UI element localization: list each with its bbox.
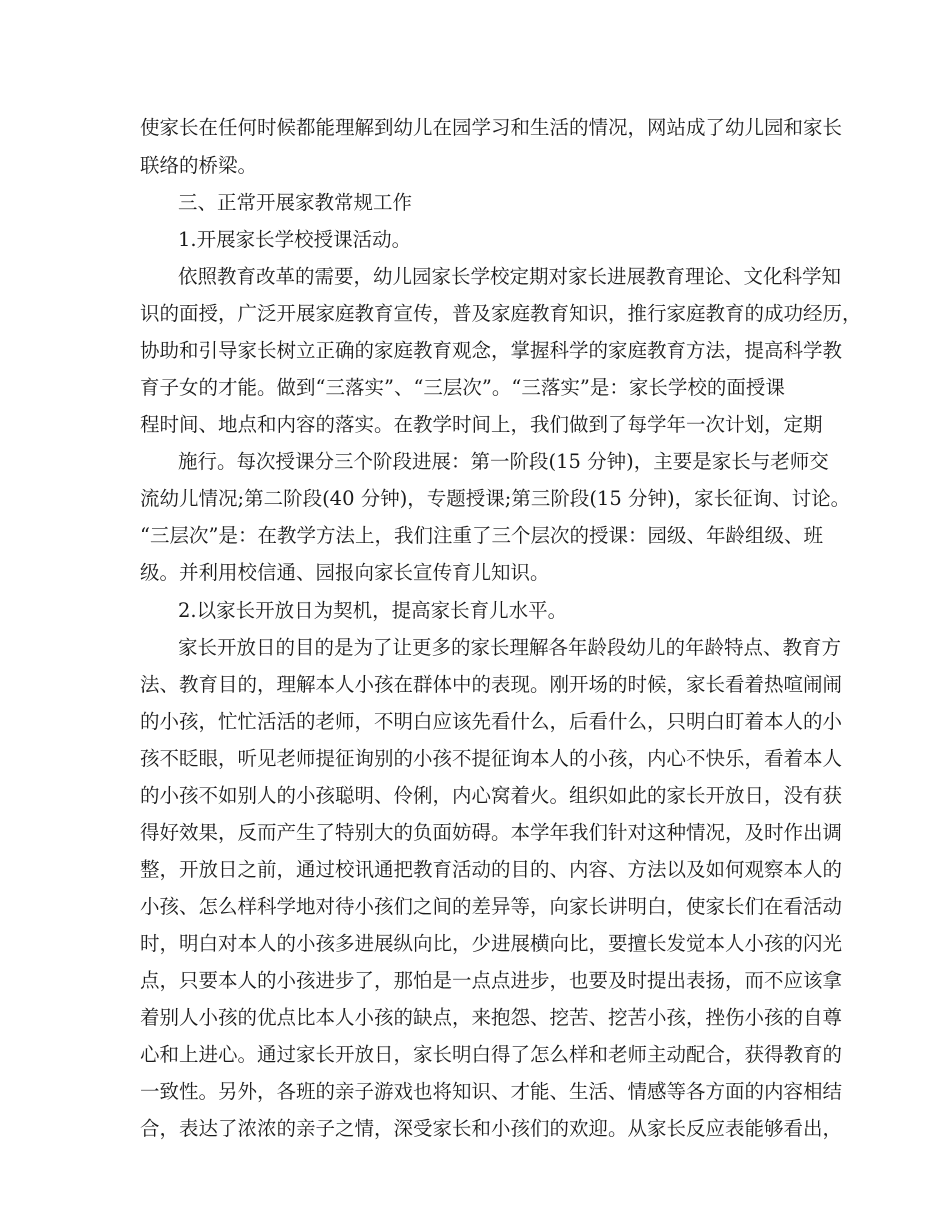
text-line: 点，只要本人的小孩进步了，那怕是一点点进步，也要及时提出表扬，而不应该拿 — [140, 969, 843, 992]
text-line: 孩不眨眼，听见老师提征询别的小孩不提征询本人的小孩，内心不快乐，看着本人 — [140, 747, 843, 770]
text-line: 协助和引导家长树立正确的家庭教育观念，掌握科学的家庭教育方法，提高科学教 — [140, 339, 843, 362]
text-line: 程时间、地点和内容的落实。在教学时间上，我们做到了每学年一次计划，定期 — [140, 413, 823, 436]
text-line: 依照教育改革的需要，幼儿园家长学校定期对家长进展教育理论、文化科学知 — [178, 265, 842, 288]
text-line: 的小孩不如别人的小孩聪明、伶俐，内心窝着火。组织如此的家长开放日，没有获 — [140, 784, 843, 807]
text-line: 施行。每次授课分三个阶段进展：第一阶段(15 分钟)，主要是家长与老师交 — [178, 450, 829, 473]
text-line: 流幼儿情况;第二阶段(40 分钟)，专题授课;第三阶段(15 分钟)，家长征询、讨论。 — [140, 487, 851, 510]
subsection-heading: 2.以家长开放日为契机，提高家长育儿水平。 — [178, 599, 568, 622]
subsection-heading: 1.开展家长学校授课活动。 — [178, 228, 412, 251]
text-line: 心和上进心。通过家长开放日，家长明白得了怎么样和老师主动配合，获得教育的 — [140, 1043, 843, 1066]
text-line: 的小孩，忙忙活活的老师，不明白应该先看什么，后看什么，只明白盯着本人的小 — [140, 710, 843, 733]
text-line: 整，开放日之前，通过校讯通把教育活动的目的、内容、方法以及如何观察本人的 — [140, 858, 843, 881]
text-line: 得好效果，反而产生了特别大的负面妨碍。本学年我们针对这种情况，及时作出调 — [140, 821, 843, 844]
text-line: 一致性。另外，各班的亲子游戏也将知识、才能、生活、情感等各方面的内容相结 — [140, 1080, 843, 1103]
text-line: 育子女的才能。做到“三落实”、“三层次”。“三落实”是：家长学校的面授课 — [140, 376, 785, 399]
text-line: 使家长在任何时候都能理解到幼儿在园学习和生活的情况，网站成了幼儿园和家长 — [140, 116, 843, 139]
section-heading: 三、正常开展家教常规工作 — [178, 191, 413, 214]
text-line: 家长开放日的目的是为了让更多的家长理解各年龄段幼儿的年龄特点、教育方 — [178, 636, 842, 659]
text-line: 级。并利用校信通、园报向家长宣传育儿知识。 — [140, 561, 550, 584]
text-line: 法、教育目的，理解本人小孩在群体中的表现。刚开场的时候，家长看着热喧闹闹 — [140, 673, 843, 696]
text-line: “三层次”是：在教学方法上，我们注重了三个层次的授课：园级、年龄组级、班 — [140, 524, 823, 547]
text-line: 联络的桥梁。 — [140, 154, 258, 177]
text-line: 小孩、怎么样科学地对待小孩们之间的差异等，向家长讲明白，使家长们在看活动 — [140, 895, 843, 918]
text-line: 识的面授，广泛开展家庭教育宣传，普及家庭教育知识，推行家庭教育的成功经历， — [140, 302, 862, 325]
text-line: 合，表达了浓浓的亲子之情，深受家长和小孩们的欢迎。从家长反应表能够看出， — [140, 1117, 843, 1140]
text-line: 时，明白对本人的小孩多进展纵向比，少进展横向比，要擅长发觉本人小孩的闪光 — [140, 932, 843, 955]
text-line: 着别人小孩的优点比本人小孩的缺点，来抱怨、挖苦、挖苦小孩，挫伤小孩的自尊 — [140, 1006, 843, 1029]
